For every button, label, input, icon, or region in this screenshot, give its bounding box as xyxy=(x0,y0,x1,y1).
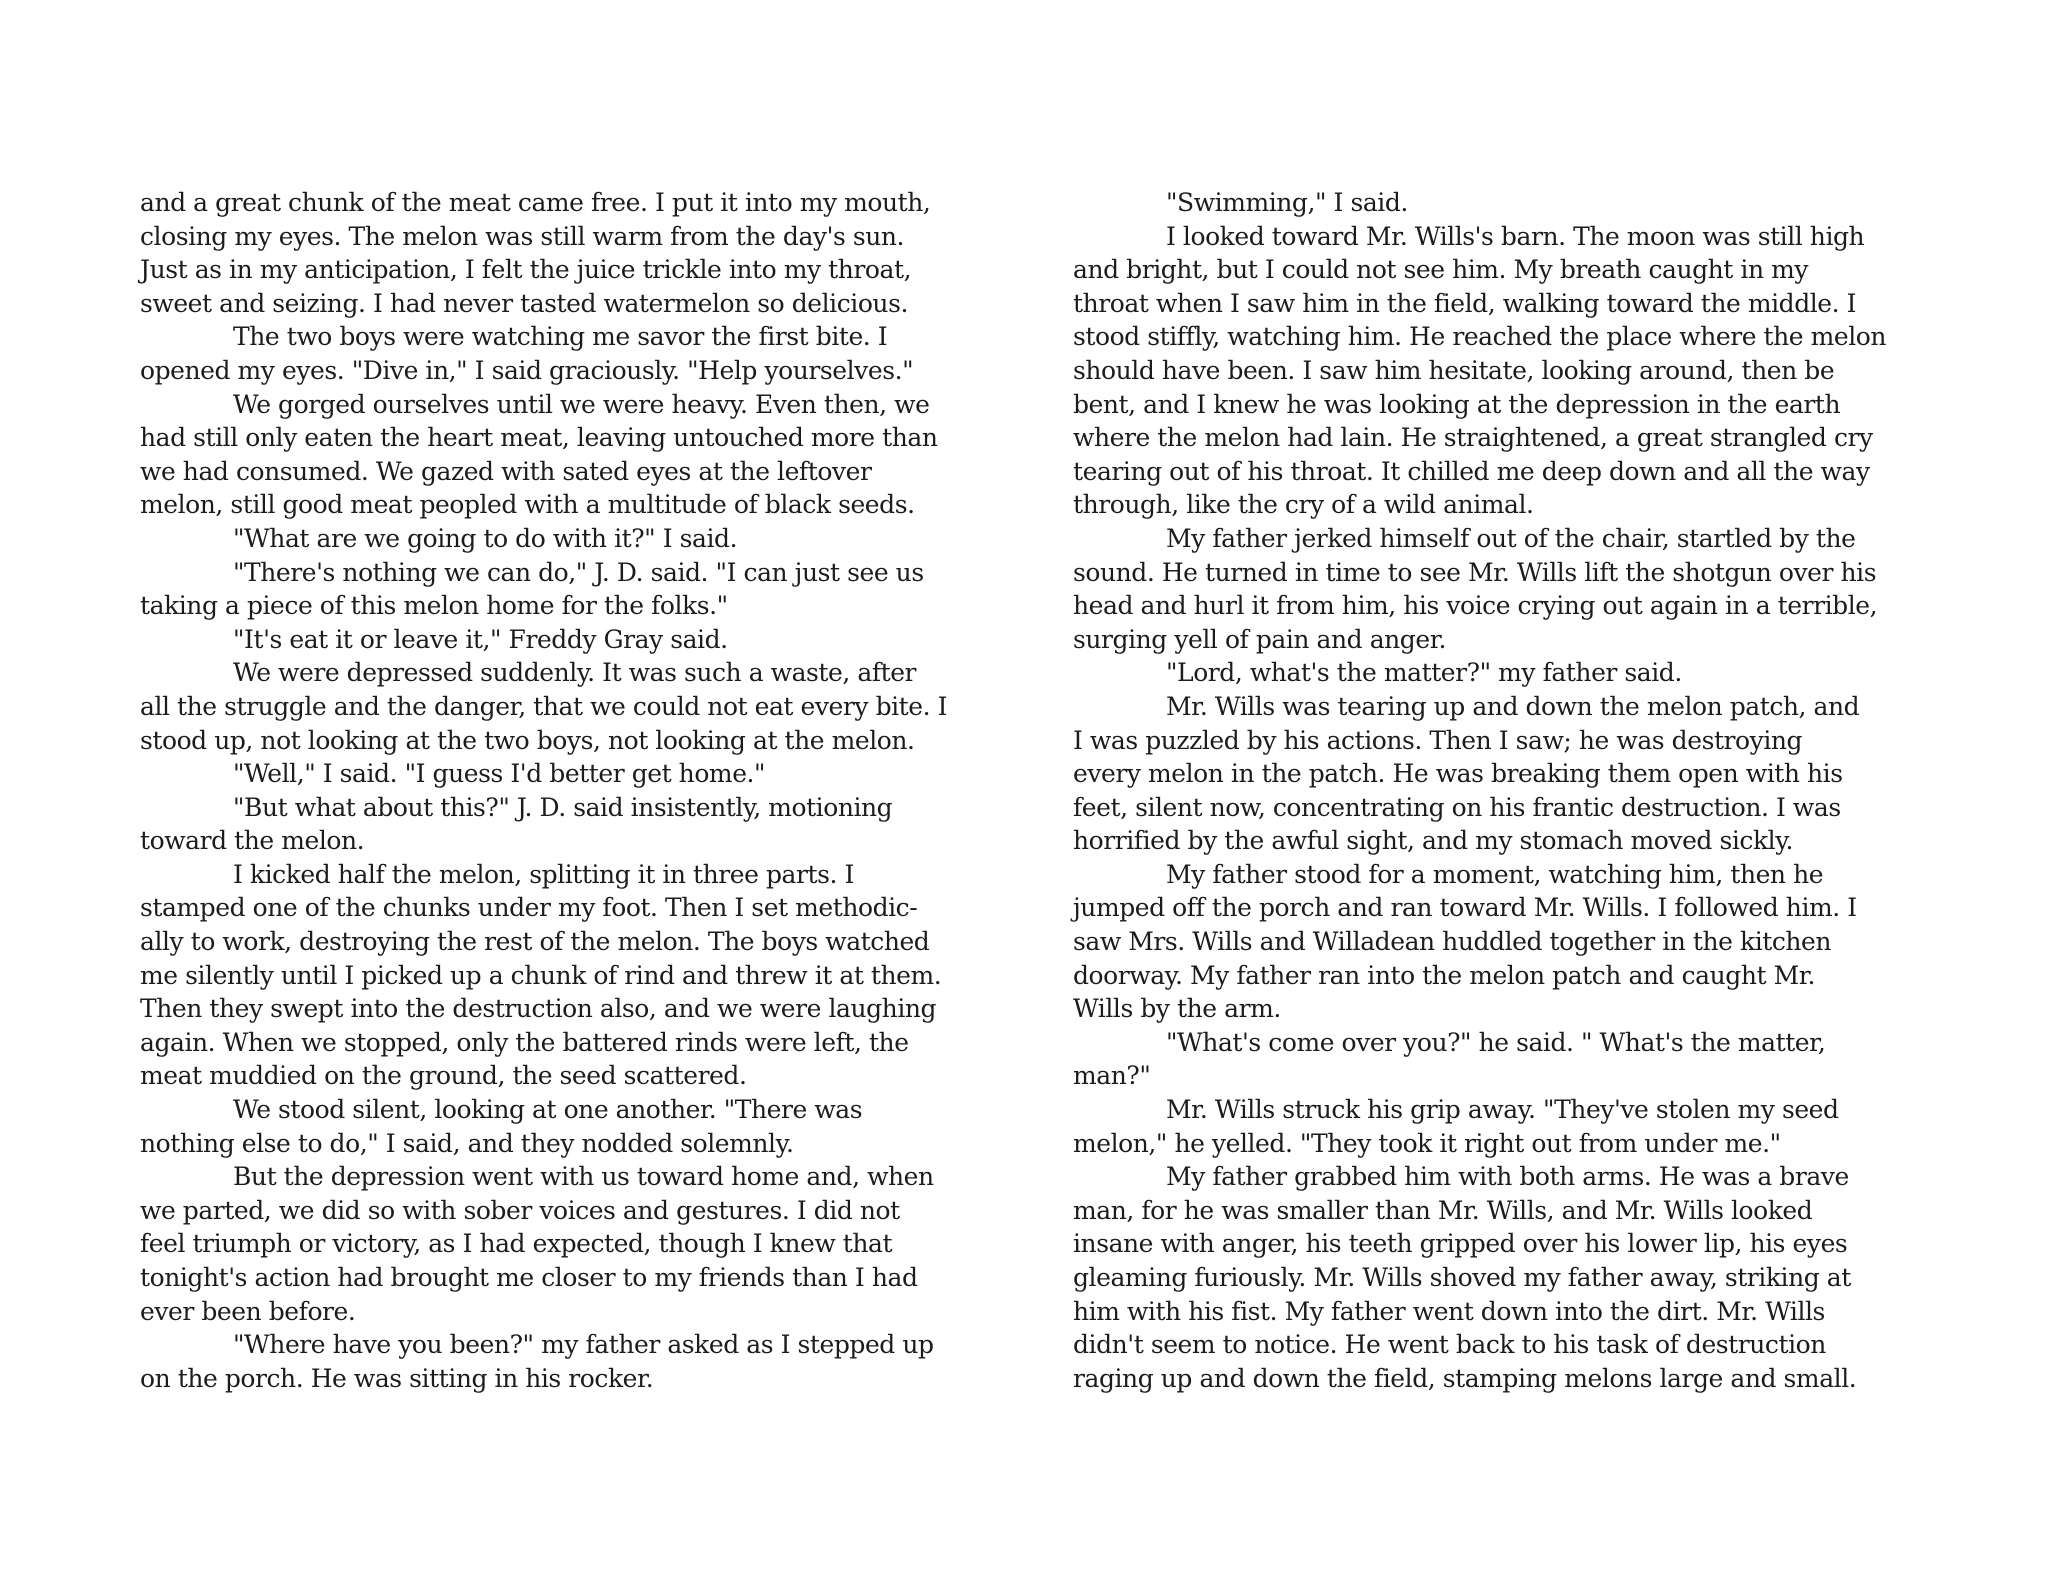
paragraph xyxy=(1073,1026,1948,1093)
text-line: Wills by the arm. xyxy=(1073,994,1281,1024)
paragraph xyxy=(140,1328,1020,1395)
text-line: ally to work, destroying the rest of the melon. The boys watched xyxy=(140,927,930,957)
text-line: stood up, not looking at the two boys, not looking at the melon. xyxy=(140,725,915,755)
text-line: raging up and down the field, stamping melons large and small. xyxy=(1073,1363,1857,1393)
text-line: me silently until I picked up a chunk of rind and threw it at them. xyxy=(140,960,942,990)
text-line: My father stood for a moment, watching him, then he xyxy=(1166,859,1824,889)
text-line: man?" xyxy=(1073,1061,1151,1091)
text-line: We stood silent, looking at one another. "There was xyxy=(233,1095,863,1125)
text-line: nothing else to do," I said, and they nodded solemnly. xyxy=(140,1128,794,1158)
text-line: I looked toward Mr. Wills's barn. The moon was still high xyxy=(1166,221,1865,251)
text-line: through, like the cry of a wild animal. xyxy=(1073,490,1534,520)
text-line: had still only eaten the heart meat, leaving untouched more than xyxy=(140,423,938,453)
text-line: "There's nothing we can do," J. D. said. "I can just see us xyxy=(233,557,924,587)
text-line: all the struggle and the danger, that we could not eat every bite. I xyxy=(140,691,948,721)
text-line: "Swimming," I said. xyxy=(1166,188,1408,217)
paragraph xyxy=(140,623,1020,657)
text-line: where the melon had lain. He straightened, a great strangled cry xyxy=(1073,423,1873,453)
text-line: on the porch. He was sitting in his rocker. xyxy=(140,1363,654,1393)
text-line: We gorged ourselves until we were heavy. Even then, we xyxy=(233,389,930,419)
paragraph xyxy=(140,791,1020,858)
text-line: doorway. My father ran into the melon patch and caught Mr. xyxy=(1073,960,1815,990)
paragraph xyxy=(140,656,1020,757)
text-line: tonight's action had brought me closer to my friends than I had xyxy=(140,1263,918,1292)
text-line: every melon in the patch. He was breaking them open with his xyxy=(1073,759,1843,789)
text-line: But the depression went with us toward home and, when xyxy=(233,1162,934,1192)
text-line: stamped one of the chunks under my foot. Then I set methodic- xyxy=(140,893,918,923)
paragraph xyxy=(1073,186,1948,220)
paragraph xyxy=(1073,690,1948,858)
text-line: melon, still good meat peopled with a multitude of black seeds. xyxy=(140,490,915,520)
text-line: feet, silent now, concentrating on his frantic destruction. I was xyxy=(1073,792,1841,822)
paragraph xyxy=(140,556,1020,623)
text-line: "Where have you been?" my father asked as I stepped up xyxy=(233,1330,934,1360)
paragraph xyxy=(140,858,1020,1093)
text-line: again. When we stopped, only the battered rinds were left, the xyxy=(140,1027,909,1057)
text-line: feel triumph or victory, as I had expected, though I knew that xyxy=(140,1229,893,1259)
paragraph xyxy=(140,1093,1020,1160)
text-line: stood stiffly, watching him. He reached the place where the melon xyxy=(1073,322,1887,352)
paragraph xyxy=(1073,1160,1948,1395)
text-line: head and hurl it from him, his voice crying out again in a terrible, xyxy=(1073,591,1878,621)
text-line: "Well," I said. "I guess I'd better get home." xyxy=(233,759,766,789)
text-line: sweet and seizing. I had never tasted watermelon so delicious. xyxy=(140,288,908,318)
text-line: gleaming furiously. Mr. Wills shoved my father away, striking at xyxy=(1073,1263,1851,1292)
text-line: toward the melon. xyxy=(140,826,365,856)
paragraph xyxy=(1073,522,1948,656)
paragraph xyxy=(140,186,1020,320)
text-line: My father jerked himself out of the chair, startled by the xyxy=(1166,523,1856,553)
text-line: should have been. I saw him hesitate, looking around, then be xyxy=(1073,355,1835,385)
paragraph xyxy=(140,388,1020,522)
paragraph xyxy=(1073,656,1948,690)
text-line: closing my eyes. The melon was still warm from the day's sun. xyxy=(140,221,905,251)
text-line: "Lord, what's the matter?" my father said. xyxy=(1166,658,1682,688)
text-line: We were depressed suddenly. It was such a waste, after xyxy=(233,658,917,688)
paragraph xyxy=(1073,220,1948,522)
text-line: "What's come over you?" he said. " What's the matter, xyxy=(1166,1027,1826,1057)
right-page-column xyxy=(1073,186,1948,1395)
text-line: jumped off the porch and ran toward Mr. Wills. I followed him. I xyxy=(1073,893,1857,923)
text-line: throat when I saw him in the field, walking toward the middle. I xyxy=(1073,288,1857,318)
text-line: we had consumed. We gazed with sated eyes at the leftover xyxy=(140,456,872,486)
text-line: and bright, but I could not see him. My breath caught in my xyxy=(1073,255,1809,285)
text-line: ever been before. xyxy=(140,1296,356,1326)
text-line: horrified by the awful sight, and my stomach moved sickly. xyxy=(1073,826,1794,856)
text-line: "But what about this?" J. D. said insistently, motioning xyxy=(233,792,893,822)
text-line: I was puzzled by his actions. Then I saw; he was destroying xyxy=(1073,725,1803,755)
paragraph xyxy=(140,1160,1020,1328)
text-line: man, for he was smaller than Mr. Wills, and Mr. Wills looked xyxy=(1073,1195,1813,1225)
left-page-column xyxy=(140,186,1020,1395)
text-line: "It's eat it or leave it," Freddy Gray said. xyxy=(233,624,728,654)
text-line: melon," he yelled. "They took it right out from under me." xyxy=(1073,1128,1781,1158)
text-line: bent, and I knew he was looking at the depression in the earth xyxy=(1073,389,1841,419)
paragraph xyxy=(140,320,1020,387)
text-line: we parted, we did so with sober voices and gestures. I did not xyxy=(140,1195,900,1225)
text-line: Mr. Wills struck his grip away. "They've stolen my seed xyxy=(1166,1095,1839,1125)
paragraph xyxy=(1073,1093,1948,1160)
text-line: Then they swept into the destruction also, and we were laughing xyxy=(140,994,937,1024)
text-line: My father grabbed him with both arms. He was a brave xyxy=(1166,1162,1849,1192)
text-line: saw Mrs. Wills and Willadean huddled together in the kitchen xyxy=(1073,927,1832,957)
text-line: taking a piece of this melon home for the folks." xyxy=(140,591,728,621)
text-line: opened my eyes. "Dive in," I said graciously. "Help yourselves." xyxy=(140,355,914,385)
text-line: and a great chunk of the meat came free. I put it into my mouth, xyxy=(140,188,931,217)
paragraph xyxy=(140,757,1020,791)
text-line: tearing out of his throat. It chilled me deep down and all the way xyxy=(1073,456,1870,486)
text-line: sound. He turned in time to see Mr. Wills lift the shotgun over his xyxy=(1073,557,1877,587)
paragraph xyxy=(1073,858,1948,1026)
paragraph xyxy=(140,522,1020,556)
text-line: surging yell of pain and anger. xyxy=(1073,624,1446,654)
text-line: Mr. Wills was tearing up and down the melon patch, and xyxy=(1166,691,1860,721)
text-line: meat muddied on the ground, the seed scattered. xyxy=(140,1061,747,1091)
text-line: him with his fist. My father went down into the dirt. Mr. Wills xyxy=(1073,1296,1825,1326)
text-line: insane with anger, his teeth gripped over his lower lip, his eyes xyxy=(1073,1229,1848,1259)
text-line: I kicked half the melon, splitting it in three parts. I xyxy=(233,859,854,889)
text-line: Just as in my anticipation, I felt the juice trickle into my throat, xyxy=(140,255,912,285)
text-line: "What are we going to do with it?" I said. xyxy=(233,523,738,553)
text-line: The two boys were watching me savor the first bite. I xyxy=(233,322,888,352)
text-line: didn't seem to notice. He went back to his task of destruction xyxy=(1073,1330,1826,1360)
